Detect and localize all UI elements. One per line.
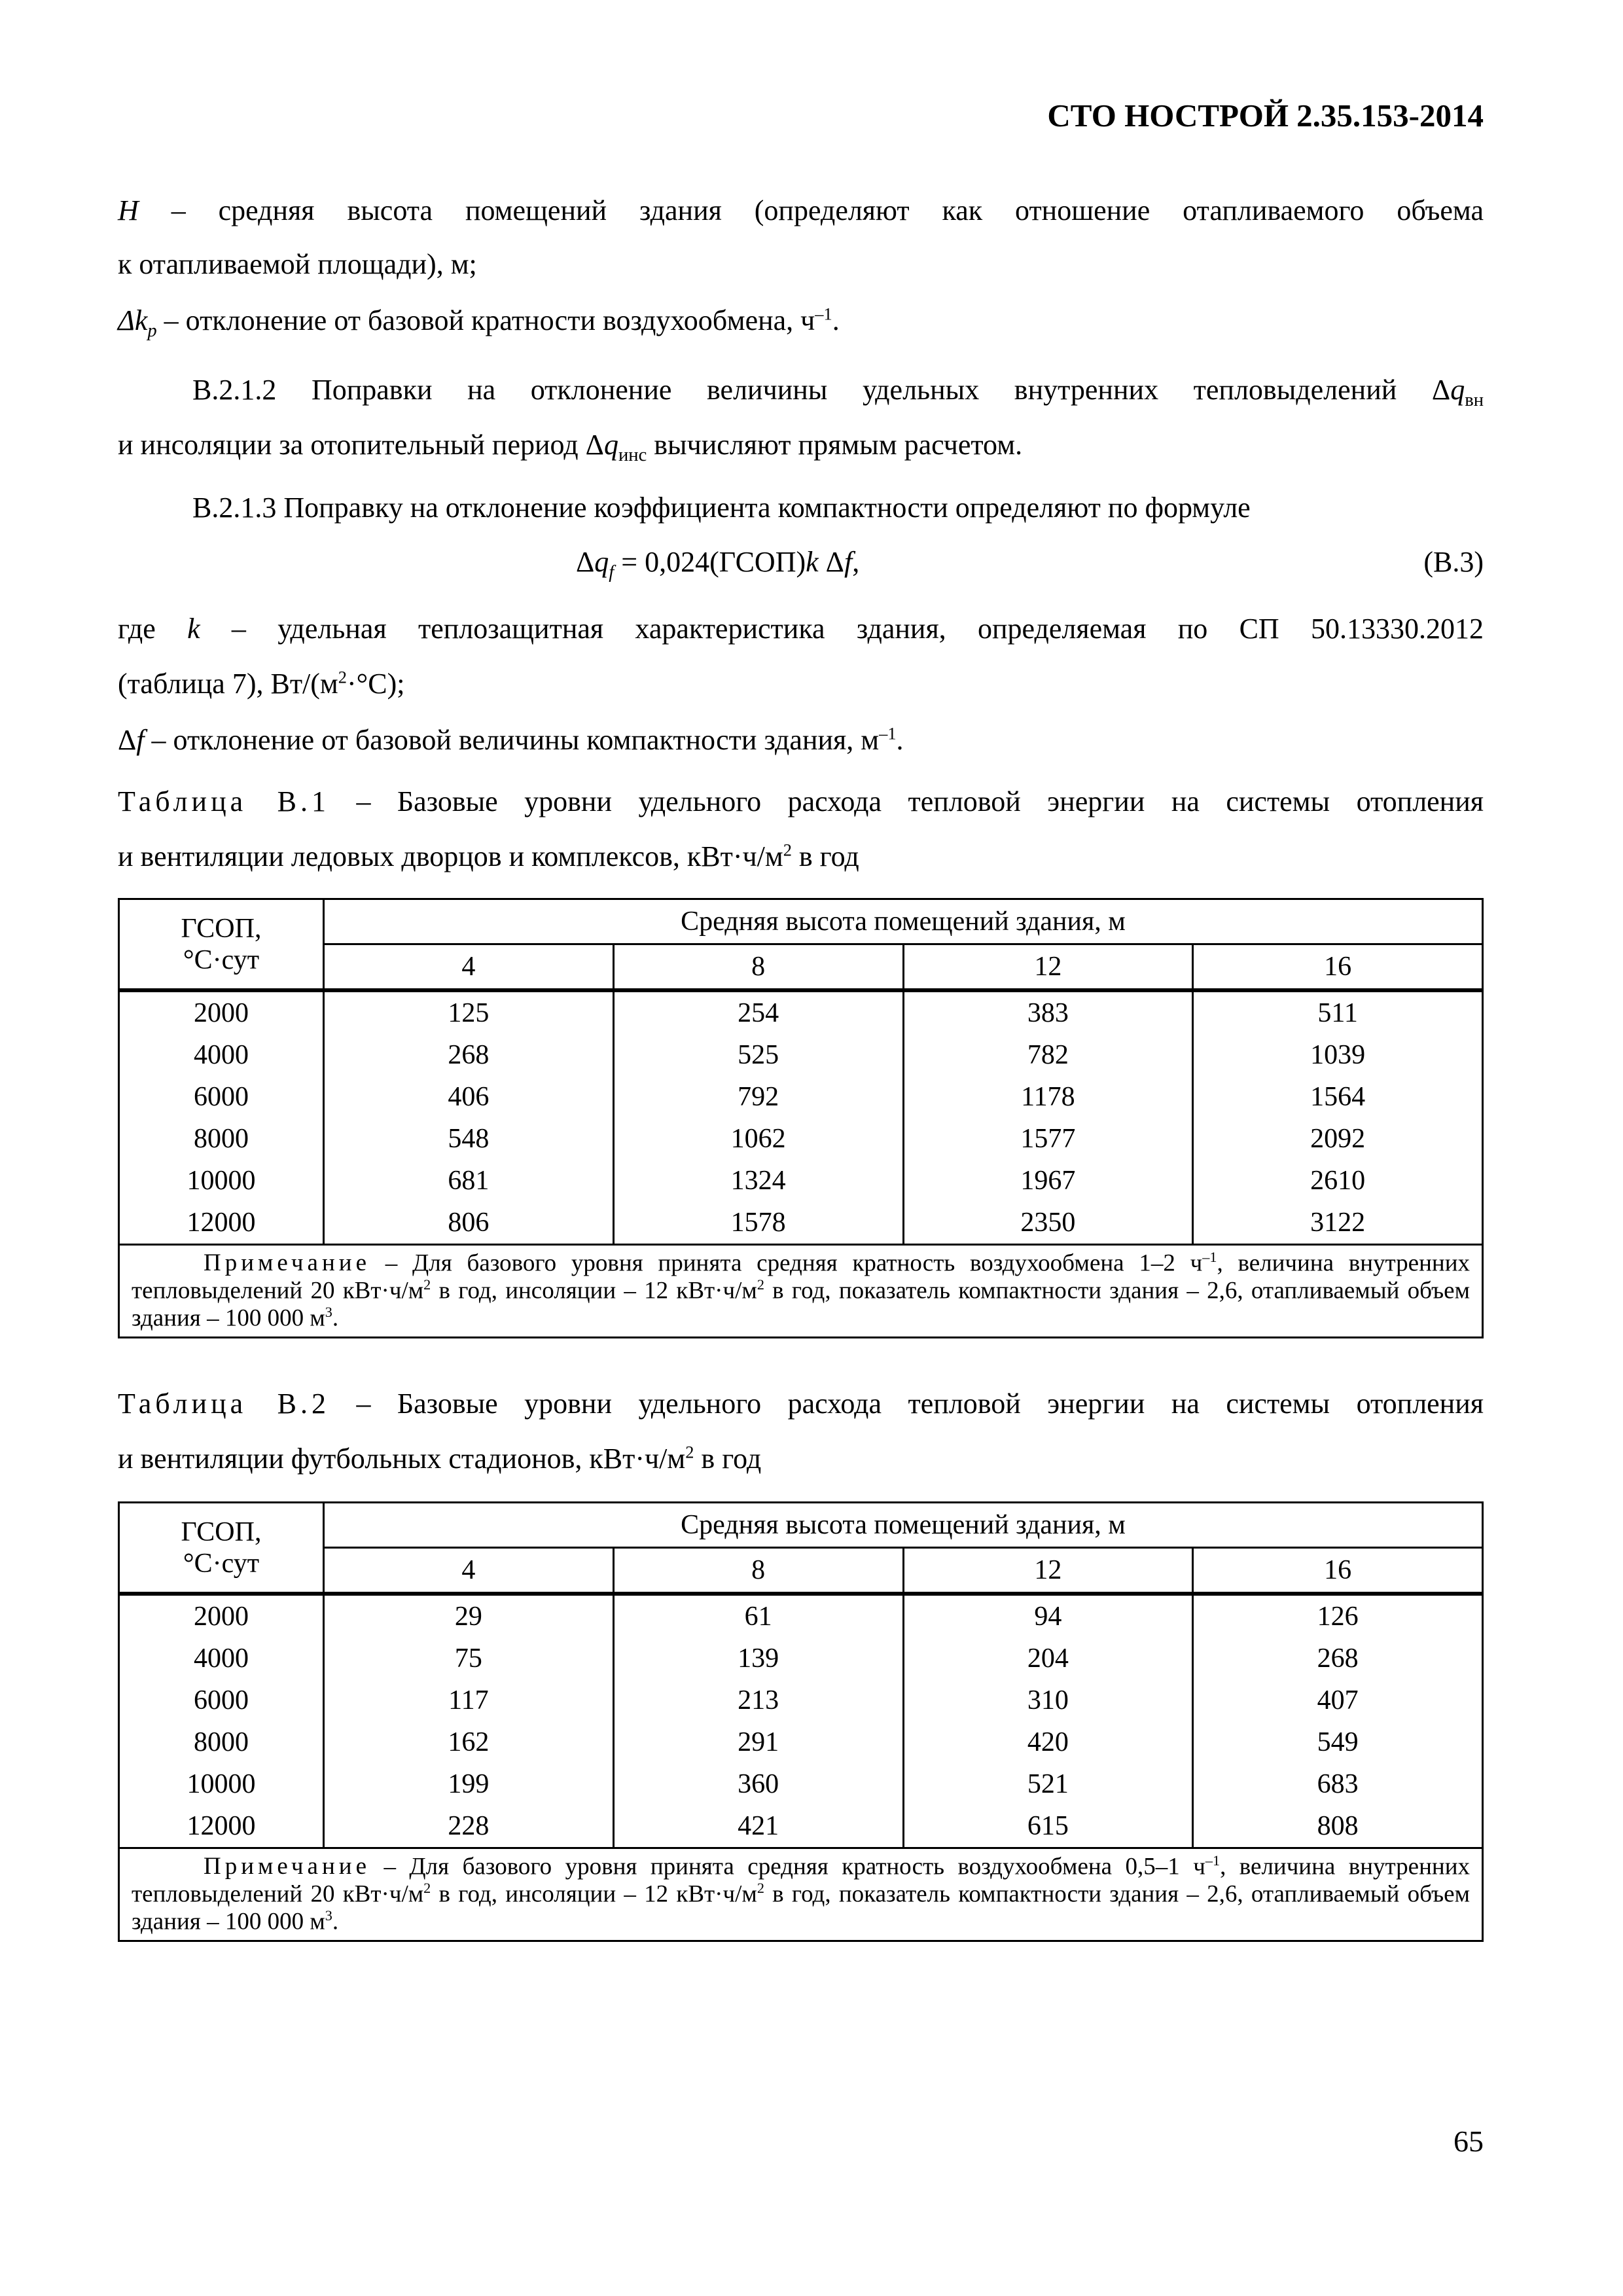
clause-b212-cont-sub: инс [618, 444, 647, 465]
table-cell: 511 [1193, 990, 1483, 1034]
table2-note-sup4: 3 [325, 1907, 332, 1924]
table2 [118, 1501, 1484, 1942]
table1-caption-text: – Базовые уровни удельного расхода тепловой энергии на системы отопления [330, 785, 1484, 817]
clause-b212-q: q [1450, 374, 1465, 406]
table1-group-header: Средняя высота помещений здания, м [324, 899, 1483, 944]
df-definition [118, 723, 1484, 758]
table2-height-header: 8 [613, 1548, 903, 1594]
dk-superscript: –1 [815, 304, 832, 324]
table2-caption-sup: 2 [685, 1442, 694, 1462]
where-k-cont-sup: 2 [338, 667, 347, 687]
table1-caption-label: Таблица В.1 [118, 785, 330, 817]
document-code-header: СТО НОСТРОЙ 2.35.153-2014 [1047, 98, 1484, 134]
table-cell: 3122 [1193, 1202, 1483, 1245]
table-cell: 6000 [119, 1076, 324, 1118]
table-cell: 2350 [903, 1202, 1193, 1245]
table1-height-header: 4 [324, 944, 614, 991]
table-cell: 360 [613, 1763, 903, 1805]
table-cell: 4000 [119, 1638, 324, 1679]
formula-body: = 0,024(ГСОП) [614, 546, 806, 578]
formula-delta2: Δ [818, 546, 844, 578]
table-cell: 61 [613, 1594, 903, 1638]
table2-note-sup2: 2 [423, 1879, 431, 1896]
table-row [119, 1679, 1483, 1721]
table-cell: 139 [613, 1638, 903, 1679]
table-cell: 683 [1193, 1763, 1483, 1805]
where-k-cont-b: ·°С); [346, 668, 405, 700]
formula-end: , [852, 546, 860, 578]
table-row [119, 1638, 1483, 1679]
table1-note-sup3: 2 [757, 1276, 764, 1293]
where-k-b: – удельная теплозащитная характеристика здания, определяемая по СП 50.13330.2012 [200, 613, 1484, 645]
table2-note [119, 1848, 1483, 1941]
clause-b212-text: В.2.1.2 Поправки на отклонение величины удельных внутренних тепловыделений Δ [192, 374, 1451, 406]
table1-gsop-header-a: ГСОП, [181, 913, 262, 944]
df-sup: –1 [879, 723, 897, 744]
formula-number: (В.3) [1423, 546, 1484, 578]
table-cell: 254 [613, 990, 903, 1034]
dk-end: . [832, 304, 840, 336]
table1-note-e: . [332, 1304, 339, 1331]
table-cell: 2000 [119, 990, 324, 1034]
table-cell: 310 [903, 1679, 1193, 1721]
formula-q: q [594, 546, 609, 578]
table-cell: 1039 [1193, 1034, 1483, 1076]
table2-caption-cont [118, 1442, 1484, 1477]
formula-f: f [844, 546, 853, 578]
where-k-a: где [118, 613, 188, 645]
table2-gsop-header-a: ГСОП, [181, 1516, 262, 1547]
table-cell: 2610 [1193, 1160, 1483, 1202]
table1-note-a: – Для базового уровня принята средняя кратность воздухообмена 1–2 ч [370, 1249, 1203, 1277]
formula-delta: Δ [576, 546, 595, 578]
table2-note-a: – Для базового уровня принята средняя кратность воздухообмена 0,5–1 ч [370, 1853, 1205, 1880]
table2-caption-text: – Базовые уровни удельного расхода тепловой энергии на системы отопления [330, 1388, 1484, 1420]
table-cell: 162 [324, 1721, 614, 1763]
table1-gsop-header-b: °С·сут [183, 944, 260, 975]
table1-note-d: в год, показатель компактности здания – 2,6, отапливаемый объем здания – 100 000 м [132, 1277, 1470, 1331]
table-cell: 1324 [613, 1160, 903, 1202]
table-cell: 615 [903, 1805, 1193, 1848]
table-cell: 228 [324, 1805, 614, 1848]
table2-caption-label: Таблица В.2 [118, 1388, 330, 1420]
dk-definition-text: – отклонение от базовой кратности воздухообмена, ч [156, 304, 815, 336]
formula-k: k [806, 546, 819, 578]
table2-note-e: . [332, 1907, 339, 1935]
table-cell: 407 [1193, 1679, 1483, 1721]
table1-height-header: 8 [613, 944, 903, 991]
df-text: – отклонение от базовой величины компактности здания, м [144, 724, 880, 756]
h-definition-text: – средняя высота помещений здания (определяют как отношение отапливаемого объема [138, 194, 1484, 226]
table-cell: 94 [903, 1594, 1193, 1638]
table-cell: 12000 [119, 1805, 324, 1848]
table-cell: 681 [324, 1160, 614, 1202]
clause-b212-cont [118, 428, 1484, 467]
table1-caption-sup: 2 [783, 840, 792, 860]
table-cell: 548 [324, 1118, 614, 1160]
where-k-cont-a: (таблица 7), Вт/(м [118, 668, 338, 700]
table1-caption [118, 785, 1484, 819]
table-cell: 204 [903, 1638, 1193, 1679]
table-cell: 1577 [903, 1118, 1193, 1160]
table-cell: 808 [1193, 1805, 1483, 1848]
table-row [119, 1805, 1483, 1848]
table-cell: 549 [1193, 1721, 1483, 1763]
df-symbol: f [136, 724, 145, 756]
table-cell: 268 [324, 1034, 614, 1076]
table-row [119, 1763, 1483, 1805]
table2-group-header: Средняя высота помещений здания, м [324, 1503, 1483, 1548]
h-definition-cont: к отапливаемой площади), м; [118, 248, 477, 280]
table-cell: 521 [903, 1763, 1193, 1805]
table-cell: 75 [324, 1638, 614, 1679]
table2-caption-cont-text: и вентиляции футбольных стадионов, кВт·ч/м [118, 1443, 686, 1475]
table2-gsop-header-b: °С·сут [183, 1548, 260, 1579]
dk-subscript: р [147, 320, 157, 341]
table2-height-header: 16 [1193, 1548, 1483, 1594]
table-cell: 1967 [903, 1160, 1193, 1202]
clause-b212-sub: вн [1465, 389, 1484, 410]
table2-height-header: 4 [324, 1548, 614, 1594]
table-cell: 126 [1193, 1594, 1483, 1638]
table1-note [119, 1245, 1483, 1338]
table-cell: 525 [613, 1034, 903, 1076]
table-cell: 8000 [119, 1118, 324, 1160]
table-row [119, 1076, 1483, 1118]
where-k-symbol: k [187, 613, 200, 645]
table-cell: 291 [613, 1721, 903, 1763]
table1-height-header: 16 [1193, 944, 1483, 991]
table1-note-sup4: 3 [325, 1303, 332, 1320]
clause-b212 [118, 373, 1484, 412]
table-cell: 29 [324, 1594, 614, 1638]
table1-gsop-header [119, 899, 324, 991]
clause-b213: В.2.1.3 Поправку на отклонение коэффициента компактности определяют по формуле [192, 492, 1251, 524]
table1-caption-cont [118, 840, 1484, 874]
table-row [119, 1034, 1483, 1076]
table-cell: 8000 [119, 1721, 324, 1763]
table-row [119, 1594, 1483, 1638]
table-cell: 406 [324, 1076, 614, 1118]
table1 [118, 898, 1484, 1338]
table-cell: 2000 [119, 1594, 324, 1638]
df-delta: Δ [118, 724, 137, 756]
table-cell: 6000 [119, 1679, 324, 1721]
table-cell: 806 [324, 1202, 614, 1245]
table-cell: 125 [324, 990, 614, 1034]
table1-caption-end: в год [791, 840, 859, 872]
table1-caption-cont-text: и вентиляции ледовых дворцов и комплексов, кВт·ч/м [118, 840, 783, 872]
table2-note-label: Примечание [204, 1853, 370, 1880]
where-k-cont [118, 667, 1484, 702]
table1-note-b: , величина внутренних тепловыделений 20 кВт·ч/м [132, 1249, 1471, 1304]
clause-b212-cont-q: q [603, 429, 618, 461]
table-cell: 199 [324, 1763, 614, 1805]
table2-height-header: 12 [903, 1548, 1193, 1594]
page-number: 65 [1454, 2125, 1484, 2158]
dk-definition [118, 304, 1484, 342]
formula-sub: f [609, 562, 615, 583]
where-k [118, 612, 1484, 647]
table-cell: 1062 [613, 1118, 903, 1160]
table-row [119, 1202, 1483, 1245]
table2-note-c: в год, инсоляции – 12 кВт·ч/м [431, 1880, 757, 1908]
table2-gsop-header [119, 1503, 324, 1594]
table1-height-header: 12 [903, 944, 1193, 991]
table-cell: 12000 [119, 1202, 324, 1245]
clause-b212-cont-a: и инсоляции за отопительный период Δ [118, 429, 604, 461]
table-cell: 421 [613, 1805, 903, 1848]
table2-note-d: в год, показатель компактности здания – 2,6, отапливаемый объем здания – 100 000 м [132, 1880, 1470, 1935]
table-cell: 1178 [903, 1076, 1193, 1118]
table-cell: 117 [324, 1679, 614, 1721]
df-end: . [896, 724, 904, 756]
table1-note-sup1: –1 [1202, 1249, 1217, 1265]
table2-caption-end: в год [694, 1443, 762, 1475]
table-row [119, 1118, 1483, 1160]
table-row [119, 1721, 1483, 1763]
table-row [119, 990, 1483, 1034]
table-cell: 420 [903, 1721, 1193, 1763]
table-cell: 4000 [119, 1034, 324, 1076]
table-cell: 10000 [119, 1160, 324, 1202]
table-cell: 1578 [613, 1202, 903, 1245]
table-cell: 383 [903, 990, 1193, 1034]
h-definition [118, 194, 1484, 228]
table-cell: 268 [1193, 1638, 1483, 1679]
dk-symbol: Δk [118, 304, 148, 336]
table2-note-b: , величина внутренних тепловыделений 20 кВт·ч/м [132, 1853, 1471, 1908]
table2-note-sup3: 2 [757, 1879, 764, 1896]
table-cell: 1564 [1193, 1076, 1483, 1118]
h-symbol: H [118, 194, 139, 226]
table1-note-label: Примечание [204, 1249, 370, 1277]
table2-caption [118, 1387, 1484, 1422]
table-cell: 792 [613, 1076, 903, 1118]
table1-note-c: в год, инсоляции – 12 кВт·ч/м [431, 1277, 757, 1304]
table-cell: 782 [903, 1034, 1193, 1076]
table-cell: 2092 [1193, 1118, 1483, 1160]
table-cell: 213 [613, 1679, 903, 1721]
formula-b3 [576, 545, 859, 583]
table-row [119, 1160, 1483, 1202]
table-cell: 10000 [119, 1763, 324, 1805]
clause-b212-cont-b: вычисляют прямым расчетом. [647, 429, 1023, 461]
table1-note-sup2: 2 [423, 1276, 431, 1293]
table2-note-sup1: –1 [1205, 1852, 1221, 1869]
